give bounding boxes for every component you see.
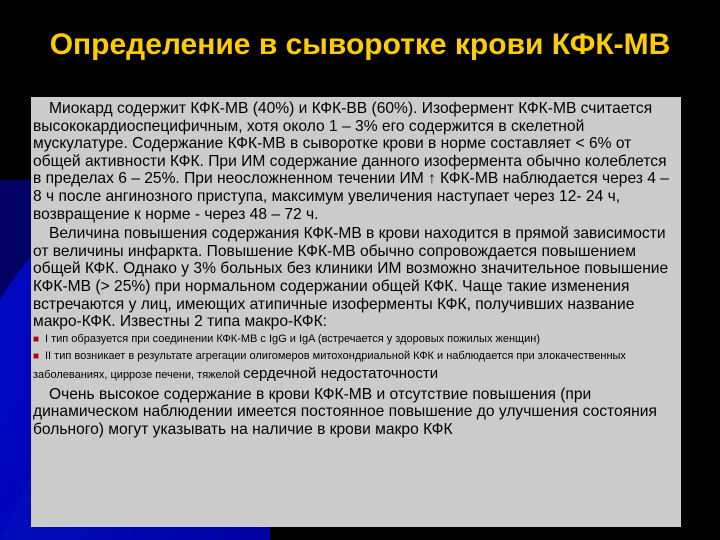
- list-item-type2-text: II тип возникает в результате агрегации олигомеров митохондриальной КФК и наблюдается при злокачественных заболеваниях, циррозе печени, тяжелой: [33, 349, 626, 381]
- list-item-type2: [33, 348, 675, 384]
- list-item-type2-tail: сердечной недостаточности: [243, 364, 439, 382]
- content-box: [31, 97, 681, 527]
- list-item-type1: [33, 331, 675, 348]
- page-title: Определение в сыворотке крови КФК-МВ: [49, 28, 671, 61]
- paragraph-conclusion: Очень высокое содержание в крови КФК-МВ и отсутствие повышения (при динамическом наблюдении имеется постоянное повышение до улучшения состояния больного) могут указывать на наличие в крови макро КФК: [33, 385, 657, 438]
- paragraph-magnitude: Величина повышения содержания КФК-МВ в крови находится в прямой зависимости от величины инфаркта. Повышение КФК-МВ обычно сопровождается повышением общей КФК. Однако у 3% больных без клиники ИМ возможно значительное повышение КФК-МВ (> 25%) при нормальном содержании общей КФК. Чаще такие изменения встречаются у лиц, имеющих атипичные изоферменты КФК, получивших название макро-КФК. Известны 2 типа макро-КФК:: [33, 225, 669, 331]
- list-item-type1-text: I тип образуется при соединении КФК-МВ с IgG и IgA (встречается у здоровых пожилых женщин): [45, 332, 540, 345]
- bullet-icon: ■: [33, 333, 40, 345]
- paragraph-intro: Миокард содержит КФК-МВ (40%) и КФК-ВВ (60%). Изофермент КФК-МВ считается высококардиоспецифичным, хотя около 1 – 3% его содержится в скелетной мускулатуре. Содержание КФК-МВ в сыворотке крови в норме составляет < 6% от общей активности КФК. При ИМ содержание данного изофермента обычно колеблется в пределах 6 – 25%. При неосложненном течении ИМ ↑ КФК-МВ наблюдается через 4 – 8 ч после ангинозного приступа, максимум увеличения наступает через 12- 24 ч, возвращение к норме - через 48 – 72 ч.: [33, 100, 669, 223]
- bullet-icon: ■: [33, 350, 40, 362]
